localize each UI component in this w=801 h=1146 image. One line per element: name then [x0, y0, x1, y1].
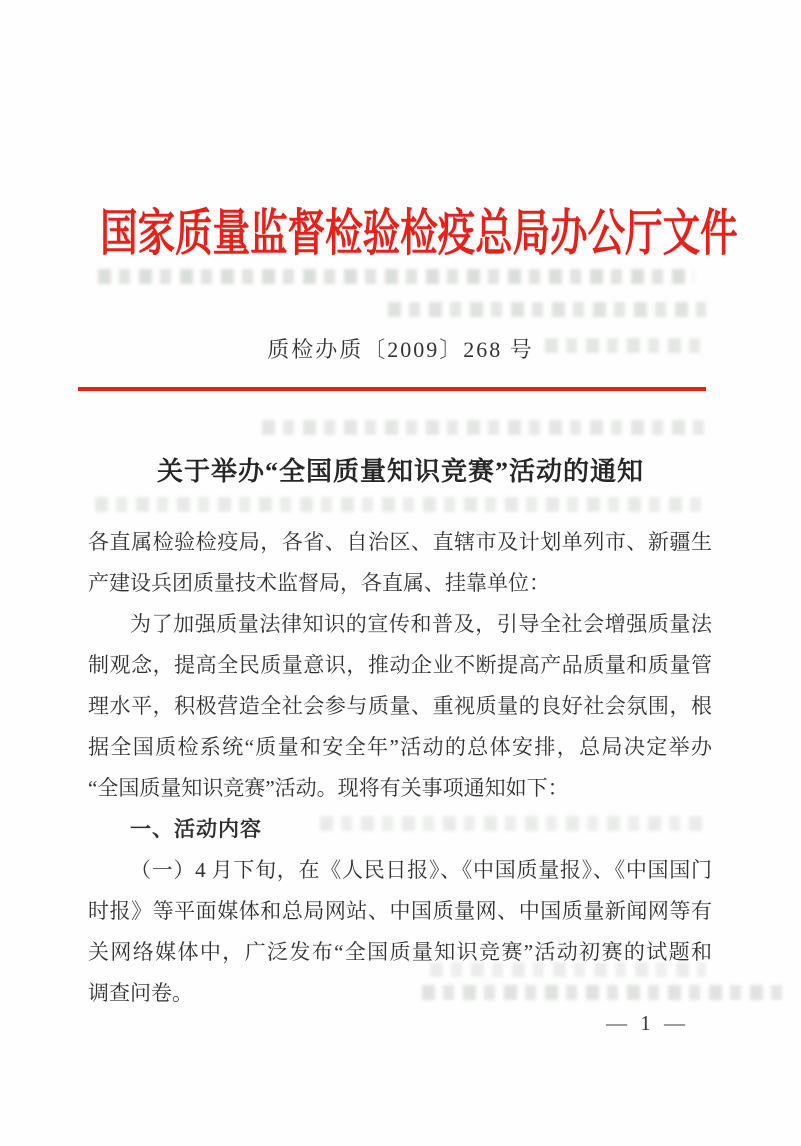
document-body	[88, 522, 712, 1014]
body-text-line: 据全国质检系统“质量和安全年”活动的总体安排，总局决定举办	[88, 735, 712, 759]
page-number: — 1 —	[606, 1011, 689, 1035]
body-text-line: 时报》等平面媒体和总局网站、中国质量网、中国质量新闻网等有	[88, 899, 712, 923]
bleedthrough-artifact	[430, 962, 706, 977]
bleedthrough-artifact	[262, 420, 706, 435]
body-text-line: “全国质量知识竞赛”活动。现将有关事项通知如下：	[88, 776, 569, 800]
bleedthrough-artifact	[388, 302, 706, 317]
body-text-line: （一）4 月下旬，在《人民日报》、《中国质量报》、《中国国门	[130, 858, 712, 882]
document-header-title: 国家质量监督检验检疫总局办公厅文件	[100, 205, 738, 261]
bleedthrough-artifact	[95, 497, 710, 512]
body-text-line: 各直属检验检疫局，各省、自治区、直辖市及计划单列市、新疆生	[88, 530, 712, 554]
red-divider-line	[78, 387, 706, 391]
bleedthrough-artifact	[422, 985, 790, 1000]
body-text-line: 一、活动内容	[130, 818, 262, 841]
bleedthrough-artifact	[320, 816, 708, 831]
document-number: 质检办质〔2009〕268 号	[267, 337, 534, 362]
bleedthrough-artifact	[98, 269, 694, 284]
body-text-line: 理水平，积极营造全社会参与质量、重视质量的良好社会氛围，根	[88, 694, 712, 718]
body-text-line: 制观念，提高全民质量意识，推动企业不断提高产品质量和质量管	[88, 653, 712, 677]
body-text-line: 关网络媒体中，广泛发布“全国质量知识竞赛”活动初赛的试题和	[88, 940, 712, 964]
body-text-line: 为了加强质量法律知识的宣传和普及，引导全社会增强质量法	[130, 612, 712, 636]
document-title: 关于举办“全国质量知识竞赛”活动的通知	[156, 457, 644, 486]
body-text-line: 产建设兵团质量技术监督局，各直属、挂靠单位：	[88, 571, 550, 595]
body-text-line: 调查问卷。	[88, 981, 193, 1005]
